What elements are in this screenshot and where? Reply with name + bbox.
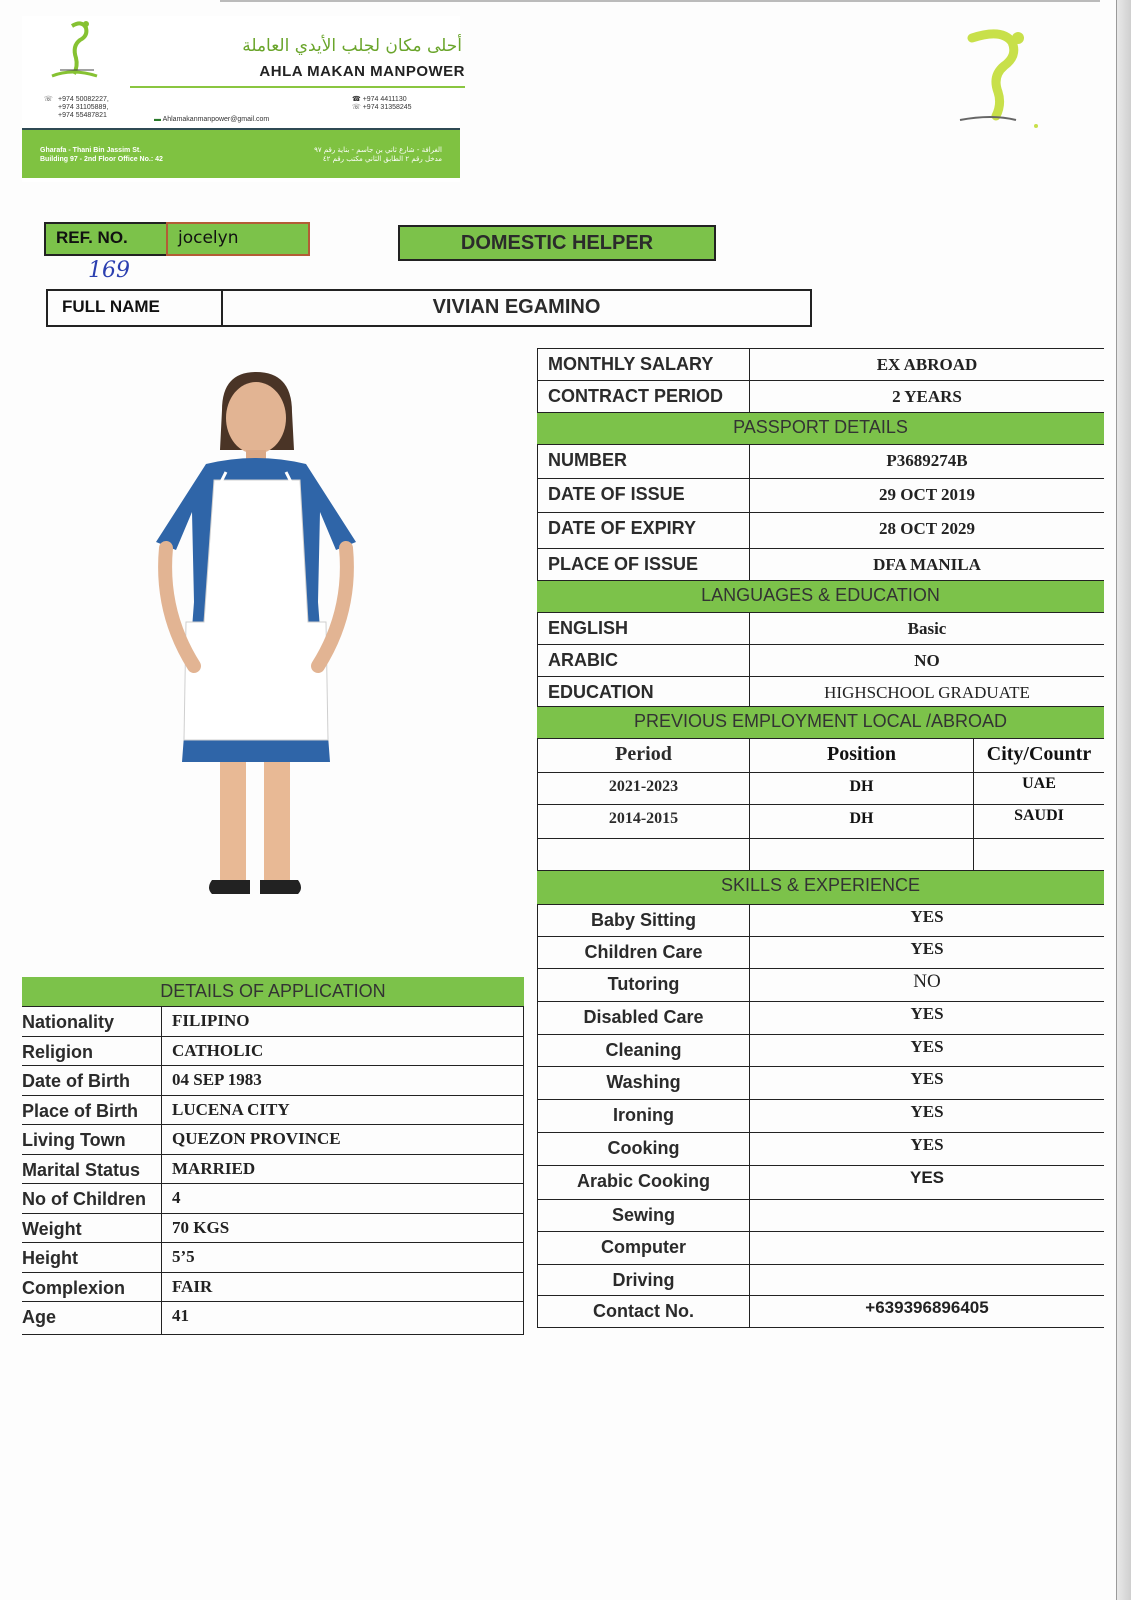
application-label-cell — [22, 1214, 162, 1243]
application-value: 4 — [172, 1188, 181, 1207]
skill-value: YES — [910, 939, 944, 958]
handwritten-ref-number: 169 — [88, 258, 130, 283]
application-row — [22, 1302, 524, 1335]
application-row — [22, 1184, 524, 1214]
address-line: Building 97 - 2nd Floor Office No.: 42 — [40, 156, 163, 163]
employment-city: SAUDI — [1014, 807, 1064, 824]
application-section-header: DETAILS OF APPLICATION — [22, 977, 524, 1007]
application-label: Living Town — [22, 1130, 126, 1150]
application-row — [22, 1214, 524, 1244]
application-label-cell — [22, 1125, 162, 1154]
ref-no-label: REF. NO. — [44, 222, 168, 256]
skill-value — [750, 1200, 1104, 1231]
skill-label: Sewing — [537, 1200, 750, 1231]
phone-number: +974 55487821 — [58, 112, 107, 119]
address-arabic — [314, 146, 442, 164]
row-value: NO — [914, 651, 940, 670]
skill-value: YES — [910, 1069, 944, 1088]
employment-col-position: Position — [750, 739, 974, 772]
table-border — [523, 1184, 525, 1213]
application-label-cell — [22, 1243, 162, 1272]
row-value: P3689274B — [886, 451, 968, 470]
employment-row — [537, 804, 1104, 838]
application-value: FILIPINO — [172, 1011, 250, 1030]
skill-label: Tutoring — [537, 969, 750, 1001]
passport-number-row — [537, 444, 1104, 478]
email-address: Ahlamakanmanpower@gmail.com — [162, 116, 270, 123]
application-value: QUEZON PROVINCE — [172, 1129, 341, 1148]
skill-label: Children Care — [537, 937, 750, 968]
skill-label: Cooking — [537, 1133, 750, 1165]
skill-value: YES — [910, 1135, 944, 1154]
skill-value — [750, 1265, 1104, 1295]
application-label-cell — [22, 1302, 162, 1334]
position-title: DOMESTIC HELPER — [398, 225, 716, 261]
application-row — [22, 1096, 524, 1126]
address-bar — [22, 130, 460, 178]
application-row — [22, 1155, 524, 1185]
skill-label: Cleaning — [537, 1035, 750, 1066]
employment-position: DH — [750, 805, 974, 838]
scan-page-edge — [1116, 0, 1131, 1600]
scan-top-edge — [220, 0, 1100, 2]
passport-issue-row — [537, 478, 1104, 512]
row-value: 28 OCT 2029 — [878, 519, 976, 538]
application-label: Date of Birth — [22, 1071, 130, 1091]
skill-label: Computer — [537, 1232, 750, 1264]
application-row — [22, 1007, 524, 1037]
table-border — [523, 1243, 525, 1272]
employment-col-period: Period — [537, 739, 750, 772]
application-row — [22, 1125, 524, 1155]
application-value: 5’5 — [172, 1247, 195, 1266]
row-label: MONTHLY SALARY — [537, 349, 750, 380]
employment-position — [750, 839, 974, 871]
skill-row — [537, 1001, 1104, 1034]
skill-value: +639396896405 — [865, 1298, 989, 1317]
employment-city: UAE — [1022, 775, 1056, 792]
application-label: Height — [22, 1248, 78, 1268]
address-line: الغرافة - شارع ثاني بن جاسم - بناية رقم ٩٧ — [314, 146, 442, 154]
address-english — [40, 146, 163, 164]
skill-row — [537, 1295, 1104, 1328]
employment-city — [974, 839, 1104, 871]
company-name-english: AHLA MAKAN MANPOWER — [259, 63, 465, 80]
row-label: CONTRACT PERIOD — [537, 381, 750, 412]
application-label-cell — [22, 1007, 162, 1036]
table-border — [523, 1125, 525, 1154]
skill-label: Driving — [537, 1265, 750, 1295]
skill-row — [537, 1264, 1104, 1295]
application-row — [22, 1243, 524, 1273]
row-value: EX ABROAD — [876, 355, 978, 374]
address-line: Gharafa - Thani Bin Jassim St. — [40, 147, 142, 154]
employment-period: 2021-2023 — [537, 773, 750, 804]
application-label-cell — [22, 1037, 162, 1066]
row-label: ENGLISH — [537, 613, 750, 644]
phone-icon: ☏ — [44, 96, 53, 103]
row-value: HIGHSCHOOL GRADUATE — [824, 683, 1030, 702]
application-label: Age — [22, 1307, 57, 1327]
skill-row — [537, 1132, 1104, 1165]
corner-logo-icon — [952, 28, 1042, 138]
passport-place-row — [537, 548, 1104, 580]
employment-section-header: PREVIOUS EMPLOYMENT LOCAL /ABROAD — [537, 706, 1104, 738]
table-border — [523, 1273, 525, 1302]
passport-section-header: PASSPORT DETAILS — [537, 412, 1104, 444]
full-name-value: VIVIAN EGAMINO — [221, 289, 812, 327]
full-name-label: FULL NAME — [46, 289, 223, 327]
table-border — [523, 1155, 525, 1184]
table-border — [523, 1302, 525, 1334]
table-border — [523, 1037, 525, 1066]
row-label: EDUCATION — [537, 677, 750, 706]
employment-col-city: City/Countr — [986, 743, 1092, 765]
application-value: CATHOLIC — [172, 1040, 264, 1060]
skill-label: Disabled Care — [537, 1002, 750, 1034]
employment-header-row — [537, 738, 1104, 772]
phone-number: +974 31358245 — [362, 104, 412, 111]
skill-value — [750, 1232, 1104, 1264]
ref-no-value: jocelyn — [166, 222, 310, 256]
row-value: DFA MANILA — [873, 555, 981, 574]
address-line: مدخل رقم ٢ الطابق الثاني مكتب رقم ٤٢ — [322, 155, 442, 163]
skills-section-header: SKILLS & EXPERIENCE — [537, 870, 1104, 904]
application-label: Nationality — [22, 1012, 115, 1032]
phones-right — [352, 96, 412, 112]
application-label-cell — [22, 1184, 162, 1213]
application-value: FAIR — [172, 1276, 213, 1296]
row-value: Basic — [907, 619, 947, 638]
header-divider — [130, 86, 465, 88]
passport-expiry-row — [537, 512, 1104, 548]
email-line — [154, 116, 269, 124]
skill-row — [537, 968, 1104, 1001]
application-value: LUCENA CITY — [172, 1099, 290, 1119]
company-name-arabic: أحلى مكان لجلب الأيدي العاملة — [242, 36, 462, 56]
application-label: Religion — [22, 1041, 93, 1062]
skill-label: Contact No. — [537, 1296, 750, 1327]
employment-row-empty — [537, 838, 1104, 872]
employment-row — [537, 772, 1104, 804]
application-label-cell — [22, 1096, 162, 1125]
employment-period: 2014-2015 — [537, 805, 750, 838]
salary-row — [537, 348, 1104, 380]
education-row — [537, 676, 1104, 706]
table-border — [523, 1096, 525, 1125]
company-header — [22, 16, 465, 182]
application-label-cell — [22, 1155, 162, 1184]
languages-section-header: LANGUAGES & EDUCATION — [537, 580, 1104, 612]
table-border — [523, 1214, 525, 1243]
application-label: Place of Birth — [22, 1100, 139, 1121]
skill-value: YES — [910, 1004, 944, 1023]
skill-label: Arabic Cooking — [537, 1166, 750, 1199]
application-label: No of Children — [22, 1189, 146, 1209]
skill-value: YES — [910, 1037, 944, 1056]
employment-position: DH — [750, 773, 974, 804]
skill-row — [537, 936, 1104, 968]
landline-icon: ☎ — [352, 96, 361, 103]
phone-number: +974 4411130 — [362, 96, 407, 103]
row-label: ARABIC — [537, 645, 750, 676]
application-row — [22, 1273, 524, 1303]
application-value: 41 — [172, 1306, 189, 1325]
application-label-cell — [22, 1066, 162, 1095]
skill-row — [537, 1099, 1104, 1132]
application-value: 70 KGS — [172, 1217, 230, 1237]
applicant-photo — [150, 372, 362, 920]
application-label: Weight — [22, 1218, 82, 1239]
application-value: 04 SEP 1983 — [172, 1070, 262, 1089]
company-logo-icon — [42, 18, 112, 88]
skill-label: Ironing — [537, 1100, 750, 1132]
application-row — [22, 1066, 524, 1096]
skill-value: NO — [913, 971, 941, 992]
application-row — [22, 1037, 524, 1067]
row-label: DATE OF ISSUE — [537, 479, 750, 512]
mail-icon: ▬ — [154, 116, 161, 123]
arabic-row — [537, 644, 1104, 676]
skill-value: YES — [910, 1102, 944, 1121]
row-value: 2 YEARS — [892, 387, 962, 406]
application-label: Marital Status — [22, 1159, 141, 1180]
row-label: PLACE OF ISSUE — [537, 549, 750, 580]
skill-label: Washing — [537, 1067, 750, 1099]
phone-number: +974 31105889, — [58, 104, 109, 111]
skill-row — [537, 1034, 1104, 1066]
skill-row — [537, 1066, 1104, 1099]
skill-row — [537, 904, 1104, 936]
table-border — [523, 1007, 525, 1036]
skill-value: YES — [909, 1168, 945, 1187]
application-label-cell — [22, 1273, 162, 1302]
skill-label: Baby Sitting — [537, 905, 750, 936]
contract-row — [537, 380, 1104, 412]
application-label: Complexion — [22, 1277, 126, 1298]
mobile-icon: ☏ — [352, 104, 361, 111]
application-value: MARRIED — [172, 1158, 256, 1178]
phones-left — [44, 96, 109, 120]
skill-row — [537, 1231, 1104, 1264]
row-value: 29 OCT 2019 — [878, 485, 976, 504]
skill-value: YES — [910, 907, 944, 926]
row-label: NUMBER — [537, 445, 750, 478]
skill-row — [537, 1165, 1104, 1199]
skill-row — [537, 1199, 1104, 1231]
phone-number: +974 50082227, — [58, 96, 109, 103]
employment-period — [537, 839, 750, 871]
table-border — [523, 1066, 525, 1095]
row-label: DATE OF EXPIRY — [537, 513, 750, 548]
english-row — [537, 612, 1104, 644]
